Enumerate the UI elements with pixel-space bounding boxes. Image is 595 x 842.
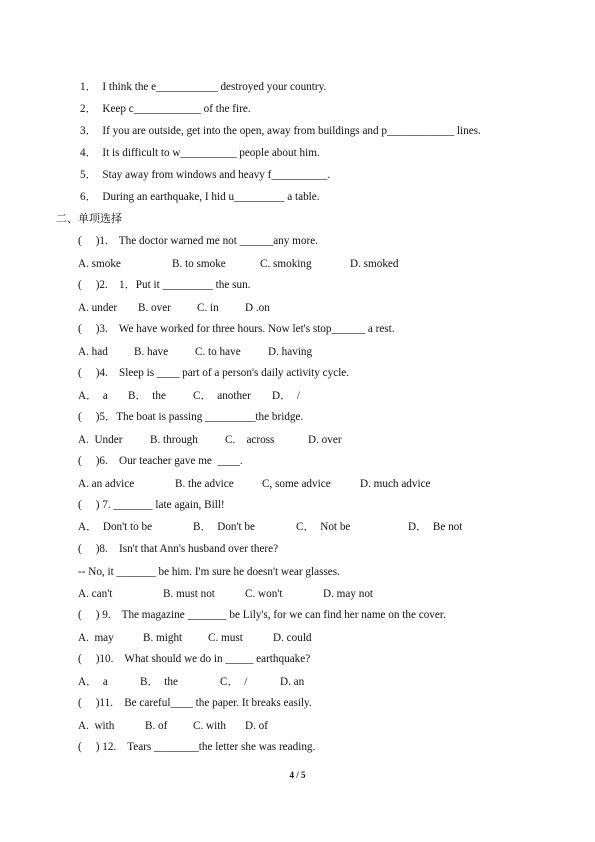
q10-option-d: D. an [280,676,305,688]
fill-item-5: 5． Stay away from windows and heavy f__________. [80,169,331,181]
question-9: ( ) 9. The magazine _______ be Lily's, for we can find her name on the cover. [78,609,446,621]
q4-option-d: D． / [272,390,300,402]
q8-option-d: D. may not [323,588,374,600]
fill-item-1: 1． I think the e___________ destroyed your country. [80,81,327,93]
page-number: 4 / 5 [289,770,306,780]
q10-option-a: A． a [78,676,108,688]
q2-option-b: B. over [138,302,171,314]
q7-option-d: D． Be not [408,521,463,533]
q1-option-a: A. smoke [78,258,121,270]
q11-option-b: B. of [145,720,168,732]
q7-option-b: B． Don't be [193,521,255,533]
fill-item-6: 6． During an earthquake, I hid u_________ a table. [80,191,320,203]
question-2: ( )2. 1．Put it _________ the sun. [78,279,251,291]
q4-option-a: A． a [78,390,108,402]
q3-option-b: B. have [134,346,169,358]
q3-option-d: D. having [268,346,313,358]
q9-option-c: C. must [208,632,243,644]
q7-option-a: A． Don't to be [78,521,153,533]
question-1: ( )1. The doctor warned me not ______any more. [78,235,318,247]
q3-option-c: C. to have [195,346,241,358]
q2-option-d: D .on [245,302,270,314]
q5-option-c: C. across [225,434,275,446]
question-8-response: -- No, it _______ be him. I'm sure he doesn't wear glasses. [78,566,340,578]
question-7: ( ) 7. _______ late again, Bill! [78,499,225,511]
q11-option-a: A. with [78,720,115,732]
q2-option-c: C. in [197,302,219,314]
q6-option-c: C, some advice [262,478,331,490]
q2-option-a: A. under [78,302,118,314]
q8-option-a: A. can't [78,588,113,600]
fill-item-2: 2． Keep c____________ of the fire. [80,103,251,115]
q11-option-d: D. of [245,720,268,732]
q1-option-d: D. smoked [350,258,399,270]
q6-option-b: B. the advice [175,478,234,490]
q11-option-c: C. with [193,720,226,732]
q9-option-a: A. may [78,632,114,644]
question-12: ( ) 12. Tears ________the letter she was reading. [78,741,316,753]
fill-item-3: 3． If you are outside, get into the open, away from buildings and p____________ lines. [80,125,481,137]
q6-option-a: A. an advice [78,478,135,490]
q6-option-d: D. much advice [360,478,431,490]
question-3: ( )3. We have worked for three hours. Now let's stop______ a rest. [78,323,395,335]
q10-option-b: B． the [140,676,178,688]
question-11: ( )11. Be careful____ the paper. It breaks easily. [78,697,312,709]
section-title: 二、单项选择 [56,212,122,225]
q9-option-d: D. could [273,632,312,644]
q8-option-b: B. must not [163,588,215,600]
q10-option-c: C． / [220,676,248,688]
q5-option-a: A. Under [78,434,123,446]
question-5: ( )5．The boat is passing _________the bridge. [78,411,304,423]
q9-option-b: B. might [143,632,183,644]
question-10: ( )10. What should we do in _____ earthquake? [78,653,311,665]
fill-item-4: 4． It is difficult to w__________ people about him. [80,147,320,159]
q4-option-b: B． the [128,390,166,402]
q1-option-c: C. smoking [260,258,312,270]
question-6: ( )6. Our teacher gave me ____. [78,455,243,467]
q8-option-c: C. won't [245,588,283,600]
question-4: ( )4. Sleep is ____ part of a person's daily activity cycle. [78,367,350,379]
question-8: ( )8. Isn't that Ann's husband over there? [78,543,279,555]
q1-option-b: B. to smoke [172,258,226,270]
q3-option-a: A. had [78,346,108,358]
q4-option-c: C． another [193,390,251,402]
q5-option-d: D. over [308,434,342,446]
q7-option-c: C． Not be [296,521,351,533]
q5-option-b: B. through [150,434,198,446]
